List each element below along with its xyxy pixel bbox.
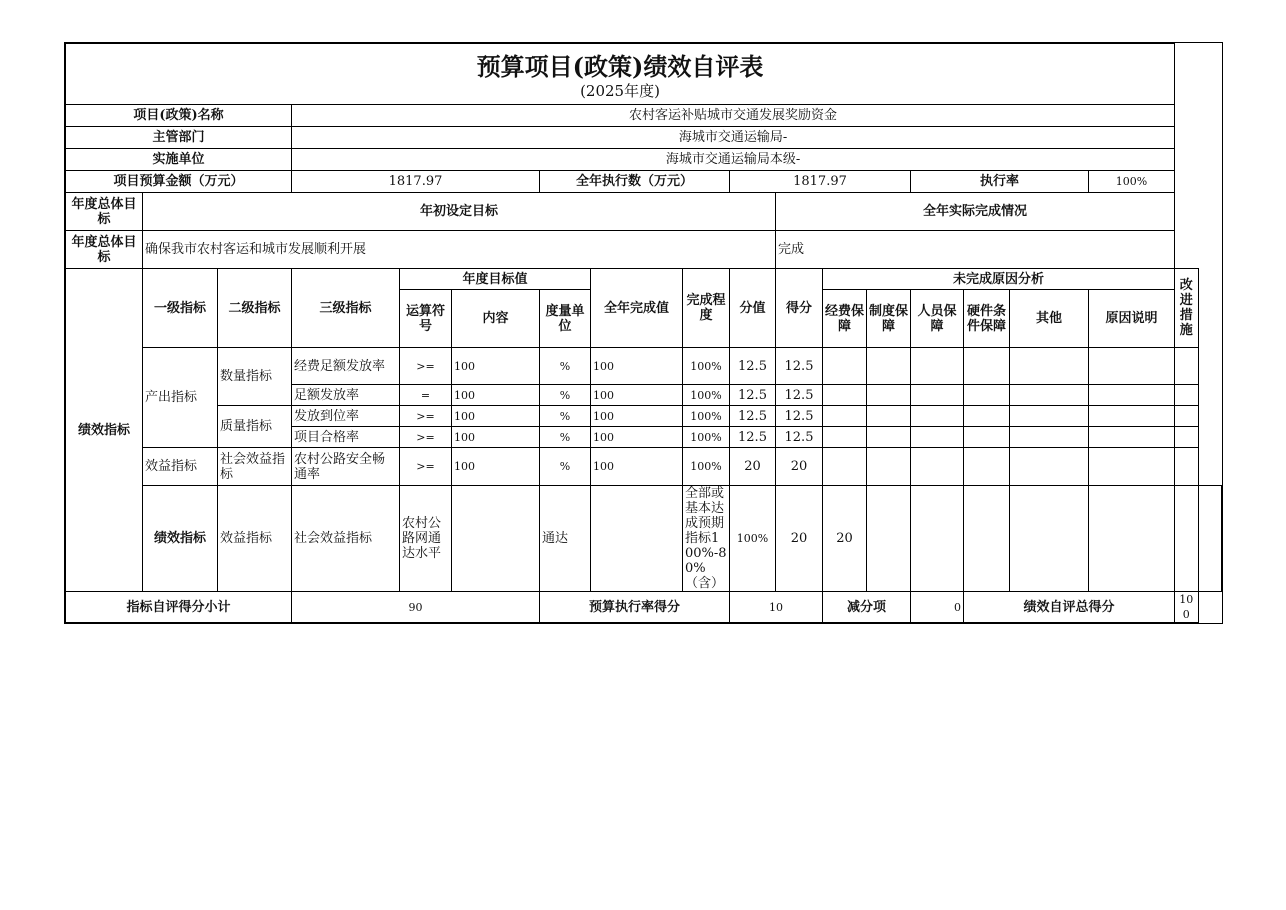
score-cell: 20 bbox=[730, 448, 776, 486]
actual-cell: 100 bbox=[591, 348, 683, 385]
completion-cell: 100% bbox=[683, 348, 730, 385]
empty-cell bbox=[911, 486, 964, 592]
unit-cell: % bbox=[540, 406, 591, 427]
goal-header-label: 年度总体目标 bbox=[66, 193, 143, 231]
empty-cell bbox=[1175, 486, 1198, 592]
page-title: 预算项目(政策)绩效自评表 bbox=[476, 52, 764, 81]
indicators-section-label: 绩效指标 bbox=[143, 486, 218, 592]
empty-cell bbox=[1089, 448, 1175, 486]
empty-cell bbox=[1175, 427, 1198, 448]
empty-cell bbox=[964, 385, 1010, 406]
deduct-value: 0 bbox=[911, 592, 964, 623]
unit-cell: % bbox=[540, 448, 591, 486]
empty-cell bbox=[1010, 406, 1089, 427]
completion-cell: 100% bbox=[683, 385, 730, 406]
unit-cell: % bbox=[540, 427, 591, 448]
empty-cell bbox=[1175, 385, 1198, 406]
empty-cell bbox=[1198, 486, 1221, 592]
page-subtitle: (2025年度) bbox=[580, 82, 660, 100]
subtotal-label: 指标自评得分小计 bbox=[66, 592, 292, 623]
empty-cell bbox=[867, 348, 911, 385]
empty-cell bbox=[867, 385, 911, 406]
unit-cell: % bbox=[540, 348, 591, 385]
table-row bbox=[66, 348, 1222, 385]
level2-cell: 社会效益指标 bbox=[292, 486, 400, 592]
empty-cell bbox=[823, 406, 867, 427]
empty-cell bbox=[823, 348, 867, 385]
empty-cell bbox=[823, 448, 867, 486]
empty-cell bbox=[911, 406, 964, 427]
empty-cell bbox=[1175, 448, 1198, 486]
completion-cell: 100% bbox=[730, 486, 776, 592]
actual-cell: 100 bbox=[591, 385, 683, 406]
operator-cell: >= bbox=[400, 406, 452, 427]
got-cell: 12.5 bbox=[776, 406, 823, 427]
empty-cell bbox=[964, 427, 1010, 448]
content-cell: 100 bbox=[452, 385, 540, 406]
reason-staff-header: 人员保障 bbox=[911, 290, 964, 348]
evaluation-table bbox=[65, 43, 1222, 623]
score-cell: 12.5 bbox=[730, 427, 776, 448]
got-header: 得分 bbox=[776, 269, 823, 348]
total-label: 绩效自评总得分 bbox=[964, 592, 1175, 623]
table-row bbox=[66, 406, 1222, 427]
reason-other-header: 其他 bbox=[1010, 290, 1089, 348]
operator-cell: >= bbox=[400, 427, 452, 448]
level3-header: 三级指标 bbox=[292, 269, 400, 348]
rate-value: 100% bbox=[1089, 171, 1175, 193]
operator-cell: = bbox=[400, 385, 452, 406]
unit-cell: % bbox=[540, 385, 591, 406]
empty-cell bbox=[964, 486, 1010, 592]
content-cell: 100 bbox=[452, 348, 540, 385]
footer-row bbox=[66, 592, 1222, 623]
level3-cell: 经费足额发放率 bbox=[292, 348, 400, 385]
completion-cell: 100% bbox=[683, 427, 730, 448]
score-cell: 12.5 bbox=[730, 385, 776, 406]
actual-cell: 100 bbox=[591, 406, 683, 427]
budget-label: 项目预算金额（万元） bbox=[66, 171, 292, 193]
level3-cell: 农村公路安全畅通率 bbox=[292, 448, 400, 486]
empty-cell bbox=[964, 406, 1010, 427]
got-cell: 20 bbox=[823, 486, 867, 592]
got-cell: 12.5 bbox=[776, 348, 823, 385]
operator-cell: >= bbox=[400, 348, 452, 385]
level3-cell: 农村公路网通达水平 bbox=[400, 486, 452, 592]
empty-cell bbox=[1175, 406, 1198, 427]
empty-cell bbox=[867, 406, 911, 427]
actual-cell: 全部或基本达成预期指标100%-80%（含） bbox=[683, 486, 730, 592]
empty-cell bbox=[867, 486, 911, 592]
empty-cell bbox=[1175, 348, 1198, 385]
budget-value: 1817.97 bbox=[292, 171, 540, 193]
subtotal-value: 90 bbox=[292, 592, 540, 623]
empty-cell bbox=[1089, 348, 1175, 385]
actual-cell: 100 bbox=[591, 448, 683, 486]
table-row bbox=[66, 448, 1222, 486]
score-cell: 20 bbox=[776, 486, 823, 592]
content-cell: 100 bbox=[452, 448, 540, 486]
level2-cell: 质量指标 bbox=[218, 406, 292, 448]
budget-rate-value: 10 bbox=[730, 592, 823, 623]
goal-actual-label: 全年实际完成情况 bbox=[776, 193, 1175, 231]
total-value: 100 bbox=[1175, 592, 1198, 623]
got-cell: 20 bbox=[776, 448, 823, 486]
goal-initial-label: 年初设定目标 bbox=[143, 193, 776, 231]
unit-header: 度量单位 bbox=[540, 290, 591, 348]
operator-cell bbox=[452, 486, 540, 592]
empty-cell bbox=[867, 427, 911, 448]
empty-cell bbox=[964, 348, 1010, 385]
level2-cell: 数量指标 bbox=[218, 348, 292, 406]
unfinished-header: 未完成原因分析 bbox=[823, 269, 1175, 290]
dept-value: 海城市交通运输局- bbox=[292, 127, 1175, 149]
content-cell: 通达 bbox=[540, 486, 591, 592]
level3-cell: 足额发放率 bbox=[292, 385, 400, 406]
indicators-section-label: 绩效指标 bbox=[66, 269, 143, 592]
goal-actual-value: 完成 bbox=[776, 231, 1175, 269]
operator-header: 运算符号 bbox=[400, 290, 452, 348]
table-row bbox=[66, 486, 1222, 592]
level1-header: 一级指标 bbox=[143, 269, 218, 348]
annual-target-header: 年度目标值 bbox=[400, 269, 591, 290]
level1-cell: 效益指标 bbox=[143, 448, 218, 486]
empty-cell bbox=[911, 427, 964, 448]
content-header: 内容 bbox=[452, 290, 540, 348]
deduct-label: 减分项 bbox=[823, 592, 911, 623]
unit-value: 海城市交通运输局本级- bbox=[292, 149, 1175, 171]
rate-label: 执行率 bbox=[911, 171, 1089, 193]
empty-cell bbox=[1010, 348, 1089, 385]
empty-cell bbox=[1010, 448, 1089, 486]
completion-cell: 100% bbox=[683, 406, 730, 427]
unit-cell bbox=[591, 486, 683, 592]
got-cell: 12.5 bbox=[776, 427, 823, 448]
exec-value: 1817.97 bbox=[730, 171, 911, 193]
empty-cell bbox=[911, 385, 964, 406]
empty-cell bbox=[1089, 486, 1175, 592]
empty-cell bbox=[911, 348, 964, 385]
content-cell: 100 bbox=[452, 406, 540, 427]
level3-cell: 项目合格率 bbox=[292, 427, 400, 448]
completion-cell: 100% bbox=[683, 448, 730, 486]
dept-label: 主管部门 bbox=[66, 127, 292, 149]
reason-funds-header: 经费保障 bbox=[823, 290, 867, 348]
actual-cell: 100 bbox=[591, 427, 683, 448]
level3-cell: 发放到位率 bbox=[292, 406, 400, 427]
empty-cell bbox=[1089, 427, 1175, 448]
budget-rate-label: 预算执行率得分 bbox=[540, 592, 730, 623]
level1-cell: 效益指标 bbox=[218, 486, 292, 592]
empty-cell bbox=[823, 427, 867, 448]
project-name-label: 项目(政策)名称 bbox=[66, 105, 292, 127]
goal-initial-value: 确保我市农村客运和城市发展顺利开展 bbox=[143, 231, 776, 269]
title-cell bbox=[66, 44, 1175, 105]
empty-cell bbox=[867, 448, 911, 486]
empty-cell bbox=[1089, 385, 1175, 406]
exec-label: 全年执行数（万元） bbox=[540, 171, 730, 193]
empty-cell bbox=[964, 448, 1010, 486]
score-header: 分值 bbox=[730, 269, 776, 348]
project-name-value: 农村客运补贴城市交通发展奖励资金 bbox=[292, 105, 1175, 127]
completion-header: 完成程度 bbox=[683, 269, 730, 348]
score-cell: 12.5 bbox=[730, 348, 776, 385]
empty-cell bbox=[823, 385, 867, 406]
reason-system-header: 制度保障 bbox=[867, 290, 911, 348]
empty-cell bbox=[1010, 427, 1089, 448]
score-cell: 12.5 bbox=[730, 406, 776, 427]
empty-cell bbox=[1089, 406, 1175, 427]
content-cell: 100 bbox=[452, 427, 540, 448]
empty-cell bbox=[1010, 385, 1089, 406]
unit-label: 实施单位 bbox=[66, 149, 292, 171]
empty-cell bbox=[911, 448, 964, 486]
reason-hardware-header: 硬件条件保障 bbox=[964, 290, 1010, 348]
reason-note-header: 原因说明 bbox=[1089, 290, 1175, 348]
performance-evaluation-sheet bbox=[64, 42, 1223, 624]
improve-header: 改进措施 bbox=[1175, 269, 1198, 348]
got-cell: 12.5 bbox=[776, 385, 823, 406]
level2-header: 二级指标 bbox=[218, 269, 292, 348]
goal-row-label: 年度总体目标 bbox=[66, 231, 143, 269]
level1-cell: 产出指标 bbox=[143, 348, 218, 448]
empty-cell bbox=[1010, 486, 1089, 592]
operator-cell: >= bbox=[400, 448, 452, 486]
level2-cell: 社会效益指标 bbox=[218, 448, 292, 486]
actual-header: 全年完成值 bbox=[591, 269, 683, 348]
